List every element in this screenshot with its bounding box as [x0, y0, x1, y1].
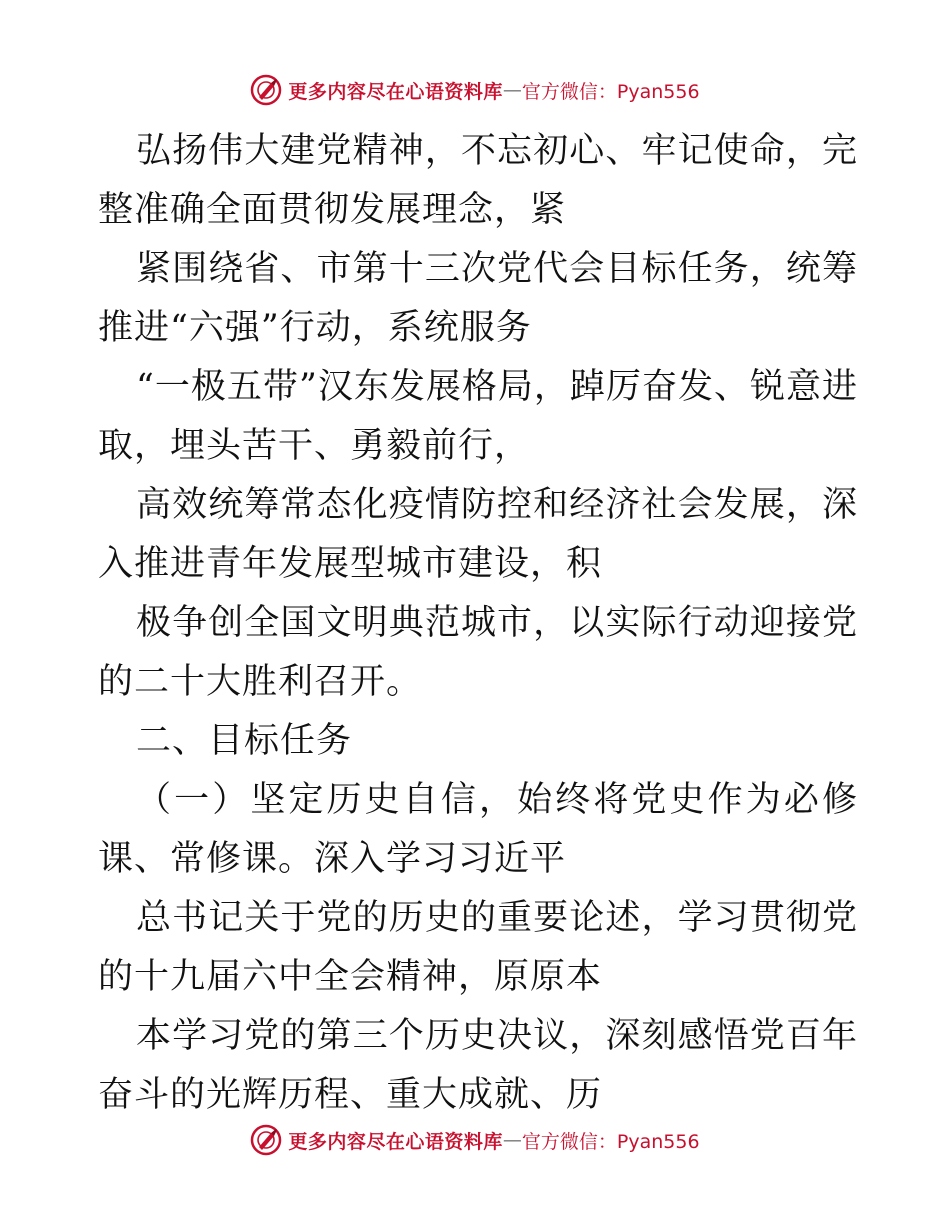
footer-separator: — — [502, 1129, 522, 1151]
paragraph: （一）坚定历史自信，始终将党史作为必修课、常修课。深入学习习近平 — [98, 780, 858, 879]
paragraph: 高效统筹常态化疫情防控和经济社会发展，深入推进青年发展型城市建设，积 — [98, 485, 858, 584]
document-body — [98, 122, 858, 1125]
header-brand-text: 更多内容尽在心语资料库 — [288, 80, 503, 103]
paragraph: 本学习党的第三个历史决议，深刻感悟党百年奋斗的光辉历程、重大成就、历 — [98, 1016, 858, 1115]
paragraph: 弘扬伟大建党精神，不忘初心、牢记使命，完整准确全面贯彻发展理念，紧 — [98, 131, 858, 230]
footer-contact-text: 官方微信：Pyan556 — [521, 1130, 700, 1153]
brand-logo-icon — [250, 1124, 282, 1156]
footer-brand-text: 更多内容尽在心语资料库 — [288, 1130, 503, 1153]
header-contact-text: 官方微信：Pyan556 — [521, 80, 700, 103]
header-banner — [0, 72, 950, 108]
paragraph: 紧围绕省、市第十三次党代会目标任务，统筹推进“六强”行动，系统服务 — [98, 249, 858, 348]
paragraph: 极争创全国文明典范城市，以实际行动迎接党的二十大胜利召开。 — [98, 603, 858, 702]
paragraph: 总书记关于党的历史的重要论述，学习贯彻党的十九届六中全会精神，原原本 — [98, 898, 858, 997]
footer-banner — [0, 1122, 950, 1158]
paragraph: “一极五带”汉东发展格局，踔厉奋发、锐意进取，埋头苦干、勇毅前行， — [98, 367, 858, 466]
brand-logo-icon — [250, 74, 282, 106]
header-separator: — — [502, 79, 522, 101]
section-heading: 二、目标任务 — [136, 721, 353, 761]
